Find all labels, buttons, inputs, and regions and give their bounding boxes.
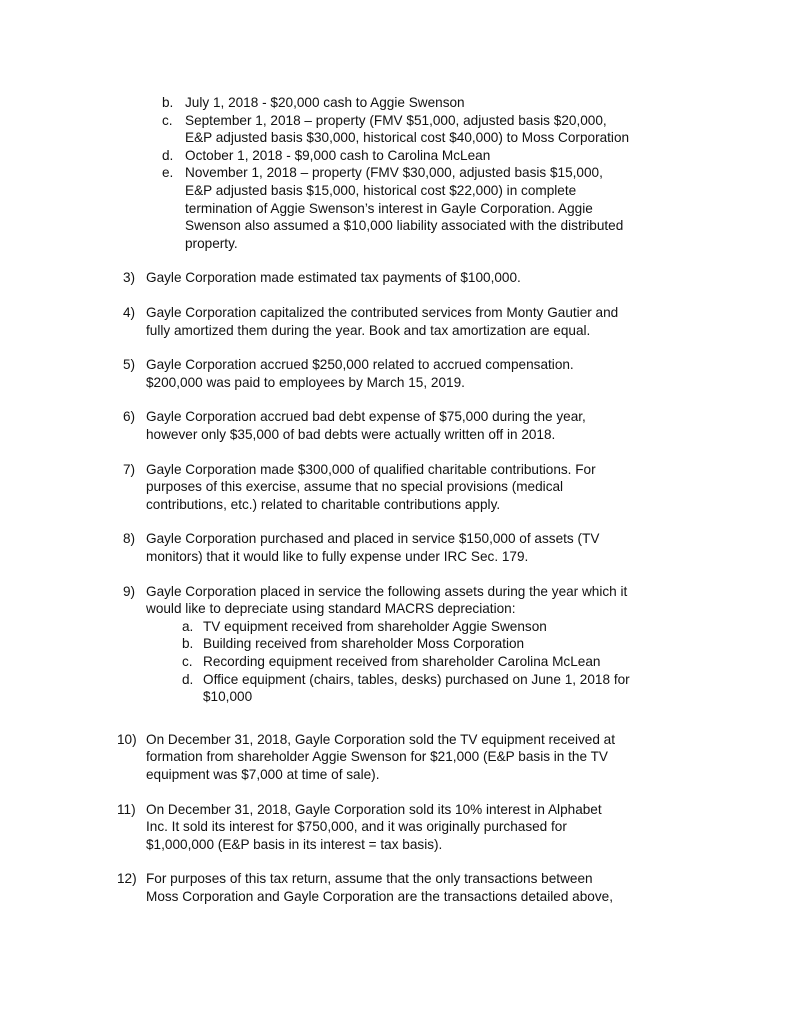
numbered-item-text-line: contributions, etc.) related to charitable contributions apply. xyxy=(146,496,501,512)
list-sub-item-text-line: Recording equipment received from shareholder Carolina McLean xyxy=(203,654,601,669)
list-sub-item-text-line: E&P adjusted basis $15,000, historical cost $22,000) in complete xyxy=(185,183,577,198)
numbered-item-text-line: Gayle Corporation placed in service the following assets during the year which it xyxy=(146,583,628,599)
list-sub-item-label: c. xyxy=(162,112,173,128)
numbered-item-text-line: Gayle Corporation made estimated tax payments of $100,000. xyxy=(146,270,521,286)
numbered-item-label: 12) xyxy=(117,871,137,887)
numbered-item-label: 5) xyxy=(123,357,136,373)
list-sub-item-text-line: TV equipment received from shareholder Aggie Swenson xyxy=(203,618,547,634)
list-sub-item-text-line: $10,000 xyxy=(203,689,253,705)
list-sub-item-label: d. xyxy=(162,147,174,163)
numbered-item-label: 6) xyxy=(123,409,136,425)
list-sub-item-text-line: September 1, 2018 – property (FMV $51,000, adjusted basis $20,000, xyxy=(185,112,607,128)
numbered-item-text-line: Gayle Corporation purchased and placed in service $150,000 of assets (TV xyxy=(146,531,600,547)
numbered-item-label: 9) xyxy=(123,583,136,599)
list-sub-item-text-line: July 1, 2018 - $20,000 cash to Aggie Swenson xyxy=(185,95,465,110)
list-sub-item-text-line: termination of Aggie Swenson’s interest in Gayle Corporation. Aggie xyxy=(185,200,593,216)
numbered-item-text-line: For purposes of this tax return, assume that the only transactions between xyxy=(146,871,593,887)
numbered-item-text-line: monitors) that it would like to fully expense under IRC Sec. 179. xyxy=(146,549,529,564)
numbered-item-label: 10) xyxy=(117,731,137,747)
list-sub-item-label: b. xyxy=(182,636,194,652)
numbered-item-label: 7) xyxy=(123,461,136,477)
numbered-item-text-line: $200,000 was paid to employees by March 15, 2019. xyxy=(146,374,465,390)
list-sub-item-text-line: October 1, 2018 - $9,000 cash to Carolina McLean xyxy=(185,147,491,163)
numbered-item-text-line: Gayle Corporation accrued $250,000 related to accrued compensation. xyxy=(146,357,574,373)
numbered-item-text-line: Inc. It sold its interest for $750,000, and it was originally purchased for xyxy=(146,819,567,835)
list-sub-item-label: a. xyxy=(182,618,194,634)
numbered-item-text-line: Gayle Corporation capitalized the contributed services from Monty Gautier and xyxy=(146,305,619,320)
numbered-item-text-line: Gayle Corporation accrued bad debt expense of $75,000 during the year, xyxy=(146,409,586,425)
numbered-item-label: 8) xyxy=(123,531,136,547)
list-sub-item-text-line: E&P adjusted basis $30,000, historical cost $40,000) to Moss Corporation xyxy=(185,130,630,146)
numbered-item-text-line: purposes of this exercise, assume that no special provisions (medical xyxy=(146,479,564,495)
list-sub-item-text-line: Building received from shareholder Moss Corporation xyxy=(203,636,525,652)
numbered-item-text-line: On December 31, 2018, Gayle Corporation sold the TV equipment received at xyxy=(146,731,615,747)
list-sub-item-label: c. xyxy=(182,654,193,669)
list-sub-item-text-line: Swenson also assumed a $10,000 liability associated with the distributed xyxy=(185,218,624,234)
numbered-item-text-line: however only $35,000 of bad debts were actually written off in 2018. xyxy=(146,427,556,442)
numbered-item-text-line: Moss Corporation and Gayle Corporation are the transactions detailed above, xyxy=(146,889,613,904)
list-sub-item-text-line: Office equipment (chairs, tables, desks) purchased on June 1, 2018 for xyxy=(203,671,630,687)
numbered-item-text-line: Gayle Corporation made $300,000 of qualified charitable contributions. For xyxy=(146,461,596,477)
numbered-item-label: 4) xyxy=(123,305,136,320)
numbered-item-text-line: would like to depreciate using standard MACRS depreciation: xyxy=(146,601,516,617)
numbered-item-text-line: $1,000,000 (E&P basis in its interest = tax basis). xyxy=(146,836,443,852)
numbered-item-label: 11) xyxy=(117,801,136,817)
list-sub-item-label: e. xyxy=(162,165,174,181)
list-sub-item-text-line: November 1, 2018 – property (FMV $30,000, adjusted basis $15,000, xyxy=(185,165,603,181)
numbered-item-text-line: On December 31, 2018, Gayle Corporation sold its 10% interest in Alphabet xyxy=(146,801,602,817)
list-sub-item-label: b. xyxy=(162,95,174,110)
list-sub-item-label: d. xyxy=(182,671,194,687)
numbered-item-text-line: equipment was $7,000 at time of sale). xyxy=(146,767,380,782)
list-sub-item-text-line: property. xyxy=(185,235,238,251)
numbered-item-text-line: fully amortized them during the year. Book and tax amortization are equal. xyxy=(146,322,591,338)
numbered-item-label: 3) xyxy=(123,270,136,286)
numbered-item-text-line: formation from shareholder Aggie Swenson for $21,000 (E&P basis in the TV xyxy=(146,749,608,765)
